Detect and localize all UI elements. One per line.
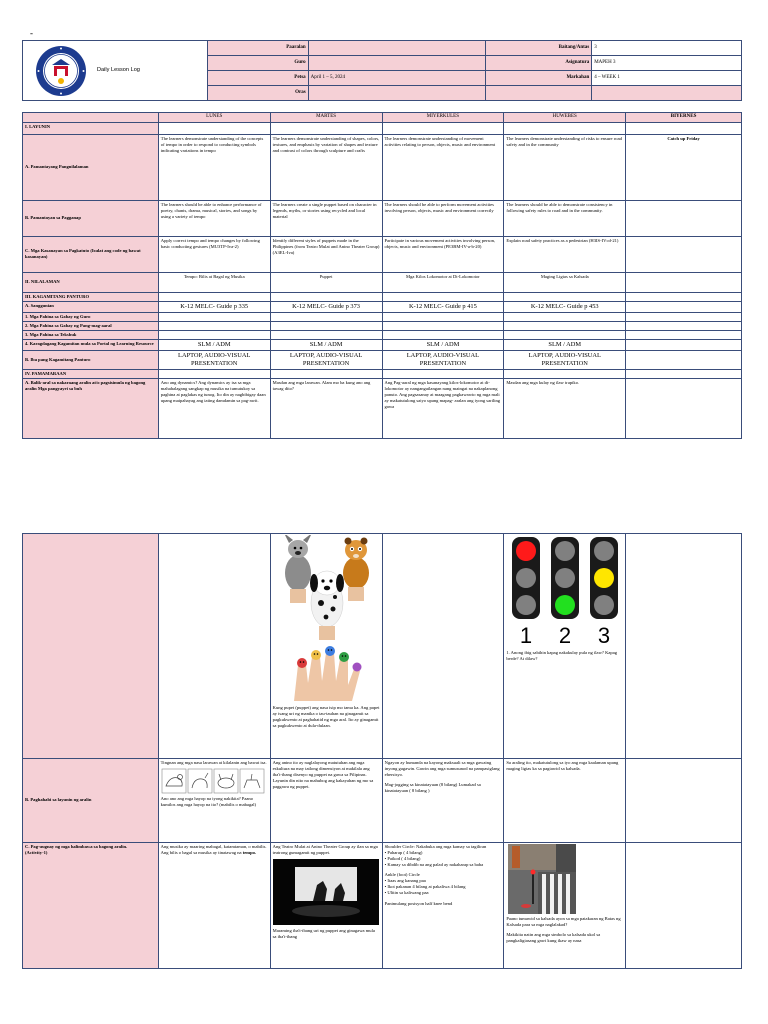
row-label-kasanayan: C. Mga Kasanayan sa Pagkatuto (Isulat ang code ng bawat kasanayan) xyxy=(23,236,159,272)
paghahabi-miyerkules-exercises: Mag-jogging sa kinatatayuan (8 bilang) Lumakad sa kinatatayuan ( 8 bilang ) xyxy=(384,782,481,794)
pag-uugnay-label: C. Pag-uugnay ng mga halimbawa sa bagong aralin. xyxy=(25,844,128,849)
paghahabi-lunes-intro: Tingnan ang mga nasa larawan at kilalanin ang bawat isa. xyxy=(160,760,267,765)
pag-uugnay-huwebes-text-2: Makikita natin ang mga simbolo sa kalsada ukol sa pangkaligtasang gawi kung ikaw ay nasa xyxy=(506,932,601,944)
ankle-step-2: • Ikot pakanan 4 bilang at pakaliwa 4 bilang xyxy=(384,884,466,890)
corner-cell xyxy=(23,113,159,123)
row-label-pag-uugnay xyxy=(23,843,159,969)
row-label-gabay-mag-aaral: 2. Mga Pahina sa Gabay ng Pang-mag-aaral xyxy=(23,321,159,330)
cell-nilalaman-martes: Puppet xyxy=(270,272,382,292)
pag-uugnay-lunes-text: Ang musika ay maaring mabagal, katamtaman, o mabilis. Ang bilis o bagal sa musika ay tinatawag na xyxy=(160,844,267,856)
deped-seal-icon xyxy=(35,45,87,97)
page-mark: - xyxy=(30,28,33,38)
activity-label: (Activity-1) xyxy=(25,850,48,856)
traffic-question: 1. Anong ibig sabihin kapag nakakulay pula ng ilaw? Kapag berde? At dilaw? xyxy=(506,650,618,662)
section-kagamitan: III. KAGAMITANG PANTURO xyxy=(23,292,159,301)
empty-cell xyxy=(486,86,592,101)
cell-iba-pa-miyerkules: LAPTOP, AUDIO-VISUAL PRESENTATION xyxy=(382,350,504,369)
day-header-biyernes: BIYERNES xyxy=(626,113,742,123)
cell-pagganap-miyerkules: The learners should be able to perform movement activities involving person, objects, music and environment correctly xyxy=(382,200,504,236)
cell-pamantayang-miyerkules: The learners demonstrate understanding of movement activities relating to person, objects, music and environment xyxy=(382,134,504,200)
cell-sanggunian-martes: K-12 MELC- Guide p 373 xyxy=(270,301,382,312)
day-header-lunes: LUNES xyxy=(158,113,270,123)
row-label-portal: 4. Karagdagang Kagamitan mula sa Portal ng Learning Resource xyxy=(23,339,159,350)
empty-cell xyxy=(592,86,742,101)
shoulder-circle-text: Shoulder Circle: Nakabuka ang mga kamay sa tagiliran xyxy=(384,844,487,849)
cell-iba-pa-martes: LAPTOP, AUDIO-VISUAL PRESENTATION xyxy=(270,350,382,369)
day-header-martes: MARTES xyxy=(270,113,382,123)
cell-kasanayan-huwebes: Explain road safety practices as a pedestrian (H3IS-IVcd-21) xyxy=(504,236,626,272)
cell-pagganap-martes: The learners create a single puppet based on character in legends, myths, or stories using recycled and local material xyxy=(270,200,382,236)
pag-uugnay-huwebes-text: Paano tumawid sa kalsada ayon sa mga patakaran ng Batas ng Kalsada para sa mga naglalakad? xyxy=(506,916,621,928)
header-logo-cell xyxy=(23,41,208,101)
cell-nilalaman-biyernes xyxy=(626,272,742,292)
cell-pag-uugnay-huwebes xyxy=(504,843,626,969)
cell-pagganap-lunes: The learners should be able to enhance performance of poetry, chants, drama, musical, stories, and songs by using a variety of tempo xyxy=(158,200,270,236)
traffic-lights-illustration xyxy=(509,535,621,647)
cell-kasanayan-lunes: Apply correct tempo and tempo changes by following basic conducting gestures (MU3TP-Iva-2) xyxy=(158,236,270,272)
value-guro xyxy=(308,56,486,71)
tempo-term: tempo. xyxy=(242,850,257,856)
cell-nilalaman-huwebes: Maging Ligtas sa Kalsada xyxy=(504,272,626,292)
ankle-circle-title: Ankle (foot) Circle xyxy=(384,872,420,878)
shoulder-step-3: • Kamay sa dibdib na ang palad ay nakaharap sa baba xyxy=(384,862,484,868)
cell-balik-aral-lunes: Ano ang dynamics? Ang dynamics ay isa sa mga mahahalagang sangkap ng musika na tumutukoy sa paghina at paglakas ng tunog. Ito din ay nagbibigay daan upang maipahayag ang iating damdamin sa pag-awit. xyxy=(158,378,270,438)
cell-iba-pa-biyernes xyxy=(626,350,742,369)
cell-balik-aral-martes: Masdan ang mga larawan. Alam mo ba kung ano ang tawag dito? xyxy=(270,378,382,438)
row-label-pamantayang: A. Pamantayang Pangnilalaman xyxy=(23,134,159,200)
cell-pag-uugnay-lunes xyxy=(158,843,270,969)
animals-outline-illustration xyxy=(161,768,267,794)
label-asignatura: Asignatura xyxy=(486,56,592,71)
row-label-iba-pa: B. Iba pang Kagamitang Panturo xyxy=(23,350,159,369)
label-guro: Guro xyxy=(207,56,308,71)
value-baitang: 3 xyxy=(592,41,742,56)
puppet-caption: Kung pupet (puppet) ang nasa isip mo tama ka. Ang papet ay isang uri ng manika o tau-tauhan na ginagamit sa pagkukwento at paghahatid ng mga aral. Ito ay ginagamit sa pagkukwento at dula-dulaan. xyxy=(272,705,380,729)
value-paaralan xyxy=(308,41,486,56)
pag-uugnay-martes-text: Ang Teatro Mulat at Anino Theater Group ay ilan sa mga teatrong gumagamit ng puppet. xyxy=(272,844,378,856)
row-label-paghahabi: B. Paghahabi sa layunin ng aralin xyxy=(23,759,159,843)
label-paaralan: Paaralan xyxy=(207,41,308,56)
cell-puppets-martes xyxy=(270,534,382,759)
label-markahan: Markahan xyxy=(486,71,592,86)
cell-pamantayang-martes: The learners demonstrate understanding of shapes, colors, textures, and emphasis by variation of shapes and texture and contrast of colors through sculpture and crafts xyxy=(270,134,382,200)
cell-iba-pa-huwebes: LAPTOP, AUDIO-VISUAL PRESENTATION xyxy=(504,350,626,369)
cell-sanggunian-lunes: K-12 MELC- Guide p 335 xyxy=(158,301,270,312)
paghahabi-lunes-question: Ano ano ang mga hayop na iyong nakikita? Paano kumilos ang mga hayop na ito? (mabilis o mabagal) xyxy=(160,796,257,808)
cell-kasanayan-biyernes xyxy=(626,236,742,272)
finger-puppets-illustration xyxy=(284,643,368,701)
section-layunin: I. LAYUNIN xyxy=(23,122,159,134)
cell-balik-aral-miyerkules: Ang Pag-aaral ng mga kasanayang kilos-lokomotor at di-lokomotor ay nangangailangan nang maingat na nakaplanong panuto. Ang pagsasanay at maagang pagkawawto ng mga mali ay makatutulong saiyo upang mapag- aralan ang iyong sariling gawa xyxy=(382,378,504,438)
traffic-number-3: 3 xyxy=(597,623,610,647)
cell-sanggunian-miyerkules: K-12 MELC- Guide p 415 xyxy=(382,301,504,312)
header-table xyxy=(22,40,742,101)
section-nilalaman: II. NILALAMAN xyxy=(23,272,159,292)
value-markahan: 4 – WEEK 1 xyxy=(592,71,742,86)
traffic-number-2: 2 xyxy=(558,623,571,647)
cell-sanggunian-huwebes: K-12 MELC- Guide p 453 xyxy=(504,301,626,312)
label-oras: Oras xyxy=(207,86,308,101)
row-label-teksbuk: 3. Mga Pahina sa Teksbuk xyxy=(23,330,159,339)
label-baitang: Baitang/Antas xyxy=(486,41,592,56)
row-label-balik-aral: A. Balik-aral sa nakaraang aralin at/o pagsisimula ng bagong aralin Mga pangyayri sa buh xyxy=(23,378,159,438)
traffic-number-1: 1 xyxy=(519,623,532,647)
cell-nilalaman-miyerkules: Mga Kilos Lokomotor at Di-Lokomotor xyxy=(382,272,504,292)
day-header-huwebes: HUWEBES xyxy=(504,113,626,123)
cell-pag-uugnay-martes xyxy=(270,843,382,969)
cell-kasanayan-miyerkules: Participate in various movement activities involving person, objects, music and environment (PE3BM-IV-a-b-20) xyxy=(382,236,504,272)
lesson-table xyxy=(22,112,742,439)
row-label-sanggunian: A. Sanggunian xyxy=(23,301,159,312)
crosswalk-photo xyxy=(508,844,576,914)
cell-pamantayang-lunes: The learners demonstrate understanding of the concepts of tempo in order to respond to conducting symbols indicating variations in tempo xyxy=(158,134,270,200)
cell-pagganap-biyernes xyxy=(626,200,742,236)
cell-portal-biyernes xyxy=(626,339,742,350)
value-petsa: April 1 – 5, 2024 xyxy=(308,71,486,86)
ankle-step-3: • Ulitin sa kaliwang paa xyxy=(384,890,429,896)
cell-portal-lunes: SLM / ADM xyxy=(158,339,270,350)
cell-balik-aral-biyernes xyxy=(626,378,742,438)
shoulder-step-2: • Paikod ( 4 bilang) xyxy=(384,856,421,862)
cell-iba-pa-lunes: LAPTOP, AUDIO-VISUAL PRESENTATION xyxy=(158,350,270,369)
cell-pag-uugnay-miyerkules xyxy=(382,843,504,969)
cell-pagganap-huwebes: The learners should be able to demonstrate consistency in following safety rules to road and in the community. xyxy=(504,200,626,236)
section-pamamaraan: IV. PAMAMARAAN xyxy=(23,369,159,378)
cell-kasanayan-martes: Identify different styles of puppets made in the Philippines (from Teatro Mulat and Anino Theater Group) (A3EL-Iva) xyxy=(270,236,382,272)
cell-pamantayang-huwebes: The learners demonstrate understanding of risks to ensure road safety and in the community xyxy=(504,134,626,200)
paghahabi-miyerkules-intro: Ngayon ay humanda na kayong maksuali sa mga gawaing inyong gagawin. Gawin ang mga sumusunod na pampasiglang ehersisyo. xyxy=(384,760,500,778)
cell-portal-miyerkules: SLM / ADM xyxy=(382,339,504,350)
starting-position: Panimulang posisyon half knee bend xyxy=(384,900,453,906)
cell-balik-aral-huwebes: Masdan ang mga kulay ng ilaw trapiko. xyxy=(504,378,626,438)
row-label-gabay-guro: 1. Mga Pahina sa Gabay ng Guro xyxy=(23,312,159,321)
cell-nilalaman-lunes: Tempo: Bilis at Bagal ng Musika xyxy=(158,272,270,292)
lesson-table-continued xyxy=(22,533,742,969)
value-oras xyxy=(308,86,486,101)
hand-puppets-illustration xyxy=(276,535,376,640)
cell-paghahabi-huwebes: Sa araling ito, makatutulong sa iyo ang mga kaalaman upang maging ligtas ka sa pagtawid sa kalsada. xyxy=(504,759,626,843)
cell-portal-huwebes: SLM / ADM xyxy=(504,339,626,350)
shoulder-step-1: • Paharap ( 4 bilang) xyxy=(384,850,423,856)
row-label-pagganap: B. Pamantayan sa Pagganap xyxy=(23,200,159,236)
cell-traffic-lights-huwebes xyxy=(504,534,626,759)
cell-catch-up-friday: Catch up Friday xyxy=(626,134,742,200)
cell-sanggunian-biyernes xyxy=(626,301,742,312)
cell-paghahabi-miyerkules xyxy=(382,759,504,843)
pag-uugnay-martes-bottom: Maraming iba't-ibang uri ng puppet ang ginagawa mula sa iba't-ibang xyxy=(272,928,375,940)
value-asignatura: MAPEH 3 xyxy=(592,56,742,71)
cell-paghahabi-lunes xyxy=(158,759,270,843)
cell-portal-martes: SLM / ADM xyxy=(270,339,382,350)
label-petsa: Petsa xyxy=(207,71,308,86)
ankle-step-1: • Itaas ang kanang paa xyxy=(384,878,426,884)
shadow-puppet-theater-photo xyxy=(273,859,379,925)
cell-paghahabi-martes: Ang anino ito ay naglalayong matutuhan ang mga eskultura na may tatlong dimensiyon at makilala ang iba't-ibang disenyo ng puppet na gawa sa Pilipinas. Layunin din nito na mahubog ang kakayahan ng mo sa paggawa ng puppet. xyxy=(270,759,382,843)
row-label-blank xyxy=(23,534,159,759)
day-header-miyerkules: MIYERKULES xyxy=(382,113,504,123)
document-title: Daily Lesson Log xyxy=(97,66,140,73)
